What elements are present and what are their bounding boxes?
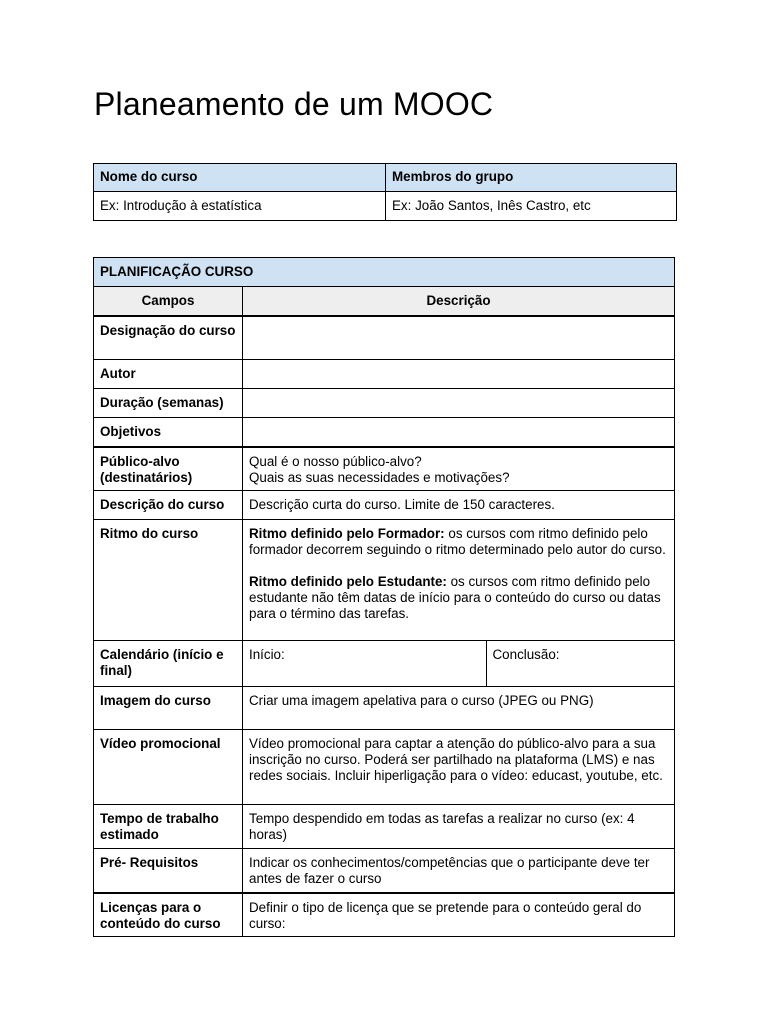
pace-trainer-paragraph xyxy=(249,526,668,558)
desc-prerequisites: Indicar os conhecimentos/competências que o participante deve ter antes de fazer o curso xyxy=(243,849,675,893)
pace-student-text: os cursos com ritmo definido pelo estudante não têm datas de início para o conteúdo do curso ou datas para o término das tarefas. xyxy=(249,574,661,621)
desc-designation xyxy=(243,316,675,360)
field-prerequisites: Pré- Requisitos xyxy=(94,849,243,893)
audience-line-2: Quais as suas necessidades e motivações? xyxy=(249,469,510,485)
desc-licenses: Definir o tipo de licença que se pretende para o conteúdo geral do curso: xyxy=(243,893,675,937)
desc-work-time: Tempo despendido em todas as tarefas a realizar no curso (ex: 4 horas) xyxy=(243,805,675,849)
desc-course-description: Descrição curta do curso. Limite de 150 caracteres. xyxy=(243,491,675,520)
desc-duration xyxy=(243,389,675,418)
calendar-split xyxy=(243,641,675,686)
group-members-value: Ex: João Santos, Inês Castro, etc xyxy=(386,192,677,221)
paragraph-gap xyxy=(249,558,668,574)
page-title: Planeamento de um MOOC xyxy=(94,86,494,122)
table-row xyxy=(94,730,675,805)
column-fields: Campos xyxy=(94,287,243,316)
field-course-description: Descrição do curso xyxy=(94,491,243,520)
field-calendar: Calendário (início e final) xyxy=(94,641,243,687)
table-row xyxy=(94,447,675,491)
audience-line-1: Qual é o nosso público-alvo? xyxy=(249,453,422,469)
field-author: Autor xyxy=(94,360,243,389)
field-audience: Público-alvo (destinatários) xyxy=(94,447,243,491)
field-video: Vídeo promocional xyxy=(94,730,243,805)
desc-calendar xyxy=(243,641,675,687)
table-row xyxy=(94,520,675,641)
field-work-time: Tempo de trabalho estimado xyxy=(94,805,243,849)
planning-table xyxy=(93,257,675,937)
table-row xyxy=(94,389,675,418)
field-pace: Ritmo do curso xyxy=(94,520,243,641)
desc-objectives xyxy=(243,418,675,447)
field-image: Imagem do curso xyxy=(94,687,243,730)
section-title: PLANIFICAÇÃO CURSO xyxy=(94,258,675,287)
calendar-end: Conclusão: xyxy=(492,647,560,662)
desc-author xyxy=(243,360,675,389)
desc-video: Vídeo promocional para captar a atenção do público-alvo para a sua inscrição no curso. Poderá ser partilhado na plataforma (LMS) e nas redes sociais. Incluir hiperligação para o vídeo: educast, youtube, etc. xyxy=(243,730,675,805)
pace-student-label: Ritmo definido pelo Estudante: xyxy=(249,574,447,589)
column-description: Descrição xyxy=(243,287,675,316)
table-row xyxy=(94,687,675,730)
field-licenses: Licenças para o conteúdo do curso xyxy=(94,893,243,937)
pace-student-paragraph xyxy=(249,574,668,622)
table-row xyxy=(94,316,675,360)
calendar-start: Início: xyxy=(243,641,486,686)
field-designation: Designação do curso xyxy=(94,316,243,360)
pace-trainer-text: os cursos com ritmo definido pelo formador decorrem seguindo o ritmo determinado pelo autor do curso. xyxy=(249,526,666,557)
desc-audience xyxy=(243,447,675,491)
table-row xyxy=(94,849,675,893)
course-name-value: Ex: Introdução à estatística xyxy=(94,192,386,221)
table-row xyxy=(94,893,675,937)
table-row xyxy=(94,805,675,849)
pace-trainer-label: Ritmo definido pelo Formador: xyxy=(249,526,445,541)
field-duration: Duração (semanas) xyxy=(94,389,243,418)
field-objectives: Objetivos xyxy=(94,418,243,447)
table-row xyxy=(94,360,675,389)
header-group-members: Membros do grupo xyxy=(386,164,677,192)
desc-pace xyxy=(243,520,675,641)
table-row xyxy=(94,491,675,520)
course-info-table xyxy=(93,163,677,221)
desc-image: Criar uma imagem apelativa para o curso (JPEG ou PNG) xyxy=(243,687,675,730)
header-course-name: Nome do curso xyxy=(94,164,386,192)
table-row xyxy=(94,641,675,687)
table-row xyxy=(94,418,675,447)
